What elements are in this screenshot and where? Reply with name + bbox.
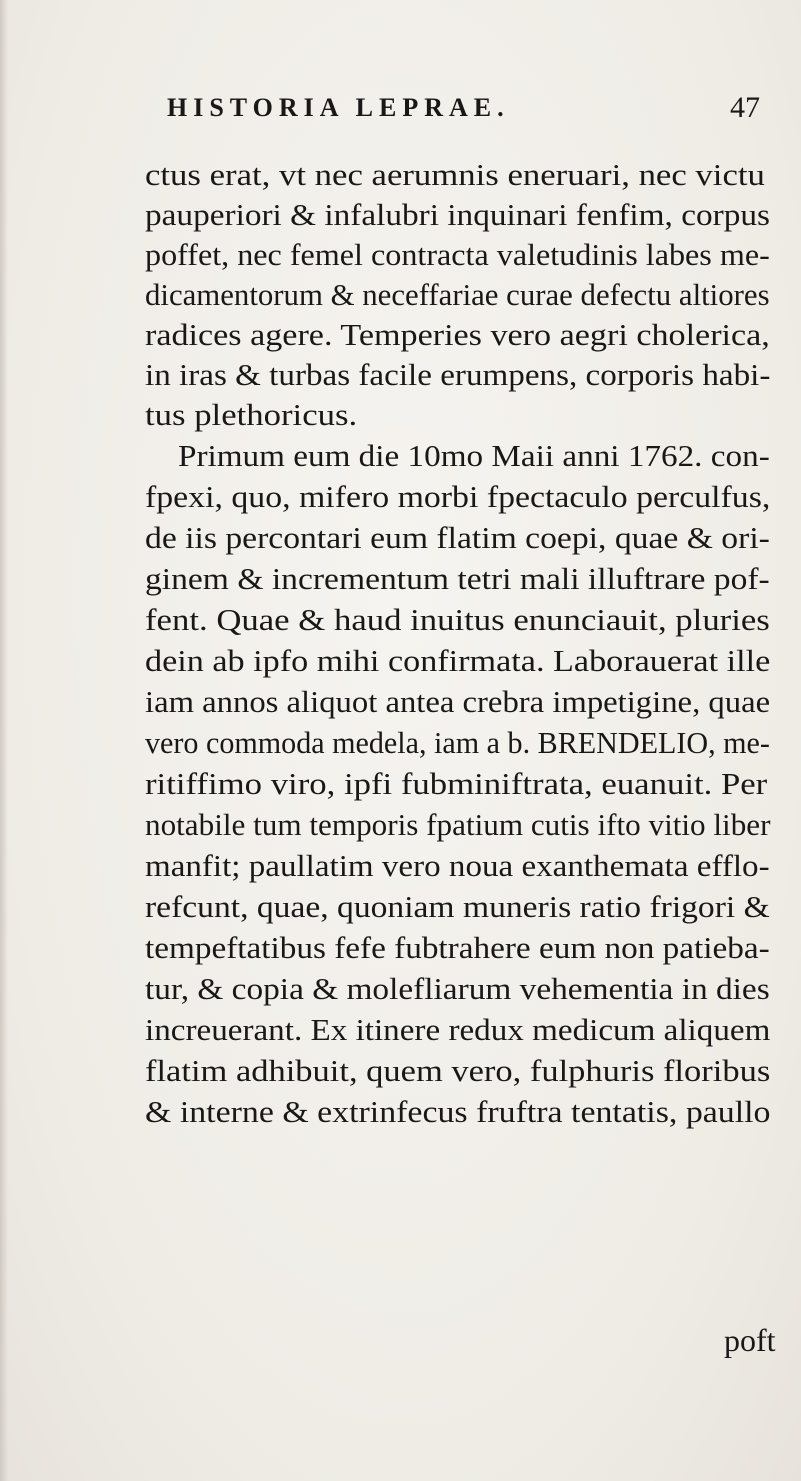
catchword: poft xyxy=(724,1322,776,1358)
text-line: refcunt, quae, quoniam muneris ratio frigori & xyxy=(145,889,770,924)
running-head: HISTORIA LEPRAE. xyxy=(167,93,510,122)
text-line: manfit; paullatim vero noua exanthemata efflo- xyxy=(145,848,770,883)
text-line: pauperiori & infalubri inquinari fenfim, corpus xyxy=(145,197,770,232)
text-line: flatim adhibuit, quem vero, fulphuris floribus xyxy=(145,1053,771,1088)
page-edge-shadow xyxy=(0,0,8,1481)
text-line: ctus erat, vt nec aerumnis eneruari, nec victu xyxy=(145,157,765,192)
text-line: tur, & copia & molefliarum vehementia in dies xyxy=(145,971,770,1006)
page-header xyxy=(0,93,801,133)
text-line: Primum eum die 10mo Maii anni 1762. con- xyxy=(178,438,770,473)
text-line: dein ab ipfo mihi confirmata. Laborauerat ille xyxy=(145,643,771,678)
text-line: fpexi, quo, mifero morbi fpectaculo perculfus, xyxy=(145,479,771,514)
text-line: ginem & incrementum tetri mali illuftrare pof- xyxy=(145,561,770,596)
text-line: de iis percontari eum flatim coepi, quae & ori- xyxy=(145,520,770,555)
text-line: radices agere. Temperies vero aegri cholerica, xyxy=(145,317,770,352)
text-line: fent. Quae & haud inuitus enunciauit, pluries xyxy=(145,602,770,637)
text-line: tus plethoricus. xyxy=(145,397,358,432)
text-line: vero commoda medela, iam a b. BRENDELIO, me- xyxy=(145,725,770,760)
text-line: increuerant. Ex itinere redux medicum aliquem xyxy=(145,1012,771,1047)
text-line: poffet, nec femel contracta valetudinis labes me- xyxy=(145,237,770,272)
text-line: notabile tum temporis fpatium cutis ifto vitio liber xyxy=(145,807,771,842)
text-line: tempeftatibus fefe fubtrahere eum non patieba- xyxy=(145,930,770,965)
page-number: 47 xyxy=(730,91,760,124)
text-line: in iras & turbas facile erumpens, corporis habi- xyxy=(145,357,771,392)
text-line: iam annos aliquot antea crebra impetigine, quae xyxy=(145,684,771,719)
text-line: ritiffimo viro, ipfi fubminiftrata, euanuit. Per xyxy=(145,766,768,801)
text-line: dicamentorum & neceffariae curae defectu altiores xyxy=(145,277,770,312)
text-line: & interne & extrinfecus fruftra tentatis, paullo xyxy=(145,1094,771,1129)
